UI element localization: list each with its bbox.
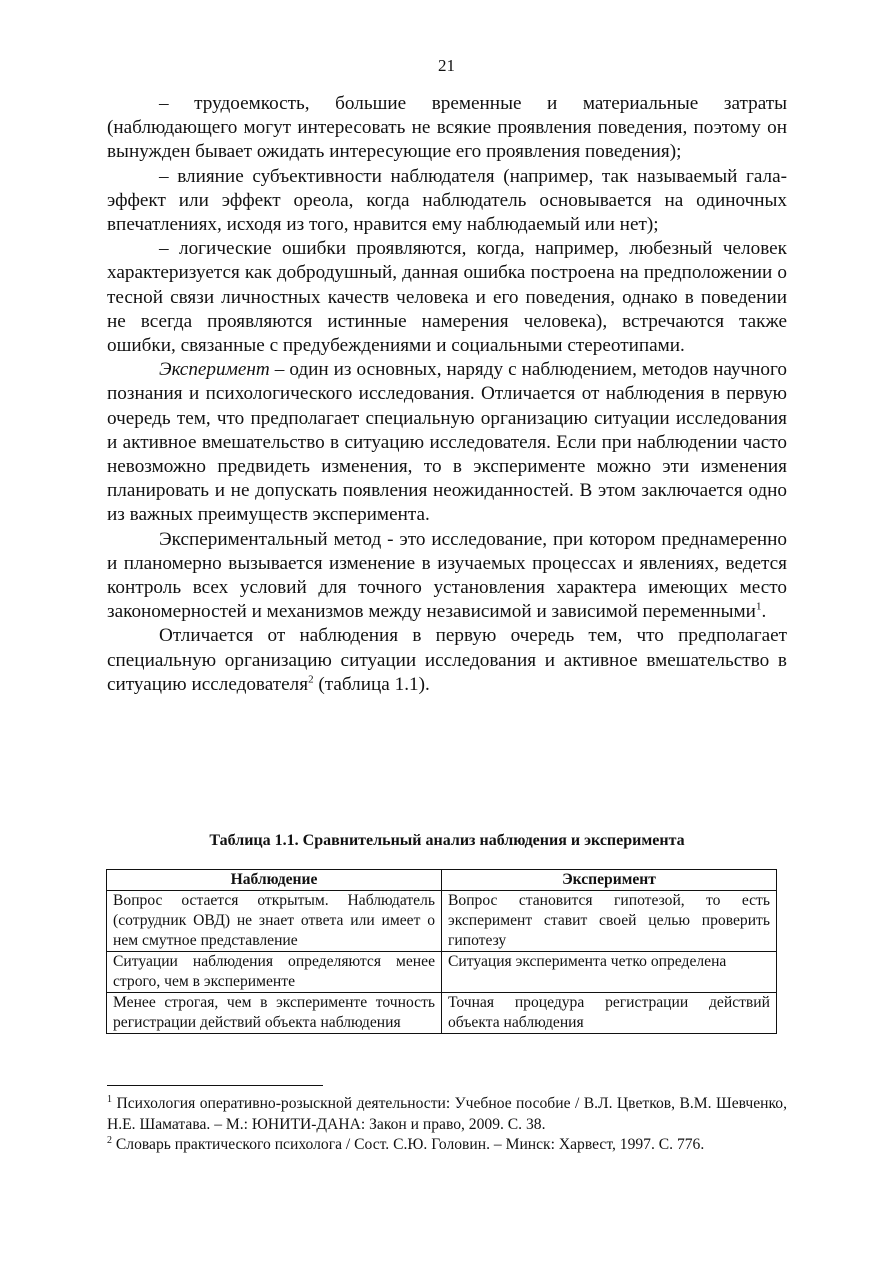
body-text [107, 92, 787, 697]
table-row [107, 891, 777, 952]
paragraph-logical-errors: – логические ошибки проявляются, когда, например, любезный человек характеризуется как добродушный, данная ошибка построена на предположении о тесной связи личностных качеств человека и его поведения, однако в поведении не всегда проявляются истинные намерения человека), встречаются также ошибки, связанные с предубеждениями и социальными стереотипами. [107, 238, 787, 357]
paragraph-experiment-text: – один из основных, наряду с наблюдением, методов научного познания и психологического исследования. Отличается от наблюдения в первую очередь тем, что предполагает специальную организацию ситуации исследования и активное вмешательство в ситуацию исследователя. Если при наблюдении часто невозможно предвидеть изменения, то в эксперименте можно эти изменения планировать и не допускать появления неожиданностей. В этом заключается одно из важных преимуществ эксперимента. [107, 359, 787, 526]
paragraph-difference [107, 624, 787, 697]
comparison-table [106, 869, 777, 1034]
table-cell: Вопрос становится гипотезой, то есть эксперимент ставит своей целью проверить гипотезу [442, 891, 777, 952]
paragraph-difference-text: Отличается от наблюдения в первую очередь тем, что предполагает специальную организацию ситуации исследования и активное вмешательство в ситуацию исследователя [107, 625, 787, 695]
paragraph-subjectivity: – влияние субъективности наблюдателя (например, так называемый гала-эффект или эффект ореола, когда наблюдатель основывается на одиночных впечатлениях, исходя из того, нравится ему наблюдаемый или нет); [107, 165, 787, 236]
header-experiment: Эксперимент [442, 870, 777, 891]
paragraph-experimental-method [107, 528, 787, 625]
footnote-text-2: Словарь практического психолога / Сост. С.Ю. Головин. – Минск: Харвест, 1997. С. 776. [112, 1136, 705, 1153]
footnotes [107, 1094, 787, 1156]
table-cell: Вопрос остается открытым. Наблюдатель (сотрудник ОВД) не знает ответа или имеет о нем смутное представление [107, 891, 442, 952]
footnote-ref-1[interactable]: 1 [755, 600, 762, 613]
table-row [107, 993, 777, 1034]
table-header-row [107, 870, 777, 891]
header-observation: Наблюдение [107, 870, 442, 891]
footnote-ref-2[interactable]: 2 [308, 673, 314, 686]
table-cell: Ситуация эксперимента четко определена [442, 952, 777, 993]
table-row [107, 952, 777, 993]
paragraph-labor-intensity: – трудоемкость, большие временные и материальные затраты (наблюдающего могут интересовать не всякие проявления поведения, поэтому он вынужден бывает ожидать интересующие его проявления поведения); [107, 93, 787, 163]
paragraph-end-punct: . [761, 601, 767, 623]
footnote-separator [107, 1085, 323, 1086]
footnote-text-1: Психология оперативно-розыскной деятельности: Учебное пособие / В.Л. Цветков, В.М. Шевченко, Н.Е. Шаматава. – М.: ЮНИТИ-ДАНА: Закон и право, 2009. С. 38. [107, 1095, 787, 1133]
paragraph-experiment-definition [107, 358, 787, 527]
footnote-1 [107, 1094, 787, 1135]
table-cell: Менее строгая, чем в эксперименте точность регистрации действий объекта наблюдения [107, 993, 442, 1034]
table-caption: Таблица 1.1. Сравнительный анализ наблюдения и эксперимента [209, 832, 685, 849]
paragraph-experimental-method-text: Экспериментальный метод - это исследование, при котором преднамеренно и планомерно вызывается изменение в изучаемых процессах и явлениях, ведется контроль всех условий для точного установления характера имеющих место закономерностей и механизмов между независимой и зависимой переменными [107, 528, 787, 623]
table-cell: Ситуации наблюдения определяются менее строго, чем в эксперименте [107, 952, 442, 993]
footnote-mark-1: 1 [107, 1093, 112, 1105]
term-experiment: Эксперимент [159, 359, 270, 381]
footnote-2 [107, 1135, 787, 1156]
page-number: 21 [438, 56, 455, 75]
paragraph-table-reference: (таблица 1.1). [313, 673, 430, 695]
table-cell: Точная процедура регистрации действий объекта наблюдения [442, 993, 777, 1034]
footnote-mark-2: 2 [107, 1134, 112, 1146]
